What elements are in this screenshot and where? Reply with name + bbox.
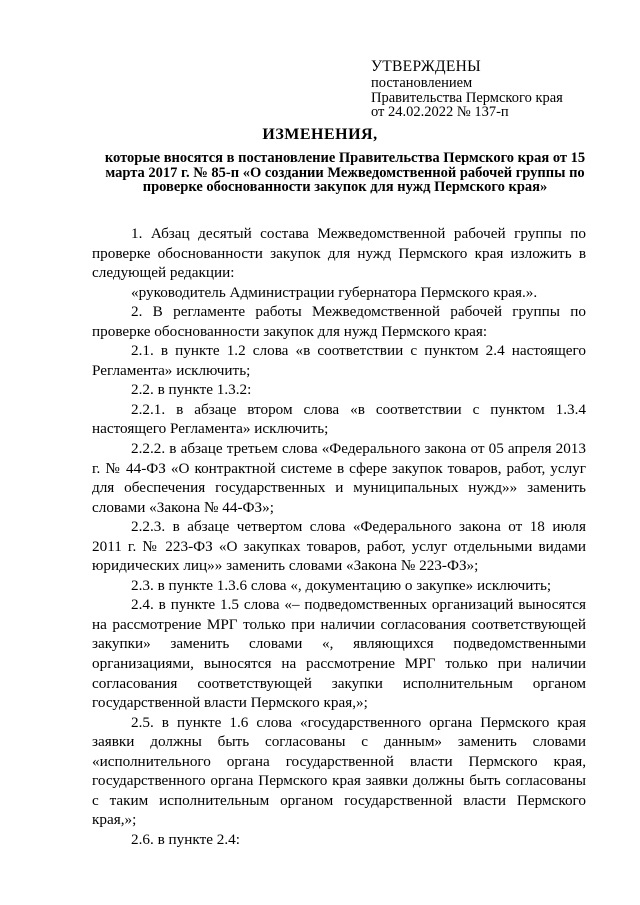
approval-line: постановлением <box>371 75 473 91</box>
paragraph: 2.6. в пункте 2.4: <box>131 830 240 848</box>
paragraph: 2.4. в пункте 1.5 слова «– подведомственных организаций выносятся на рассмотрение МРГ только при наличии согласования соответствующей закупки» заменить словами «, являющихся подведомственными организациями, выносятся на рассмотрение МРГ только при наличии согласования соответствующей закупки исполнительным органом государственной власти Пермского края,»; <box>92 596 586 712</box>
paragraph: 2.2.3. в абзаце четвертом слова «Федерального закона от 18 июля 2011 г. № 223-ФЗ «О закупках товаров, работ, услуг отдельными видами юридических лиц»» заменить словами «Закона № 223-ФЗ»; <box>92 518 586 575</box>
paragraph: 2.5. в пункте 1.6 слова «государственного органа Пермского края заявки должны быть согласованы с данным» заменить словами «исполнительного органа государственной власти Пермского края, государственного органа Пермского края заявки должны быть согласованы с таким исполнительным органом государственной власти Пермского края,»; <box>92 713 586 829</box>
paragraph: 2.2.1. в абзаце втором слова «в соответствии с пунктом 1.3.4 настоящего Регламента» исключить; <box>92 400 586 438</box>
approval-title: УТВЕРЖДЕНЫ <box>371 58 481 75</box>
document-body <box>92 224 586 850</box>
paragraph: 2. В регламенте работы Межведомственной рабочей группы по проверке обоснованности закупок для нужд Пермского края: <box>92 303 586 340</box>
paragraph: 2.2.2. в абзаце третьем слова «Федерального закона от 05 апреля 2013 г. № 44-ФЗ «О контрактной системе в сфере закупок товаров, работ, услуг для обеспечения государственных и муниципальных нужд»» заменить словами «Закона № 44-ФЗ»; <box>92 440 586 516</box>
approval-line: Правительства Пермского края <box>371 89 563 106</box>
paragraph: 2.2. в пункте 1.3.2: <box>131 381 252 399</box>
paragraph: 2.3. в пункте 1.3.6 слова «, документацию о закупке» исключить; <box>131 576 552 594</box>
paragraph: «руководитель Администрации губернатора Пермского края.». <box>131 283 538 301</box>
approval-line: от 24.02.2022 № 137-п <box>371 104 509 120</box>
document-title: ИЗМЕНЕНИЯ, <box>262 126 378 143</box>
document-subtitle: которые вносятся в постановление Правительства Пермского края от 15 марта 2017 г. № 85-п «О создании Межведомственной рабочей группы по проверке обоснованности закупок для нужд Пермского края» <box>104 150 586 195</box>
approval-block <box>371 58 611 120</box>
paragraph: 1. Абзац десятый состава Межведомственной рабочей группы по проверке обоснованности закупок для нужд Пермского края изложить в следующей редакции: <box>92 225 586 282</box>
paragraph: 2.1. в пункте 1.2 слова «в соответствии с пунктом 2.4 настоящего Регламента» исключить; <box>92 342 586 379</box>
